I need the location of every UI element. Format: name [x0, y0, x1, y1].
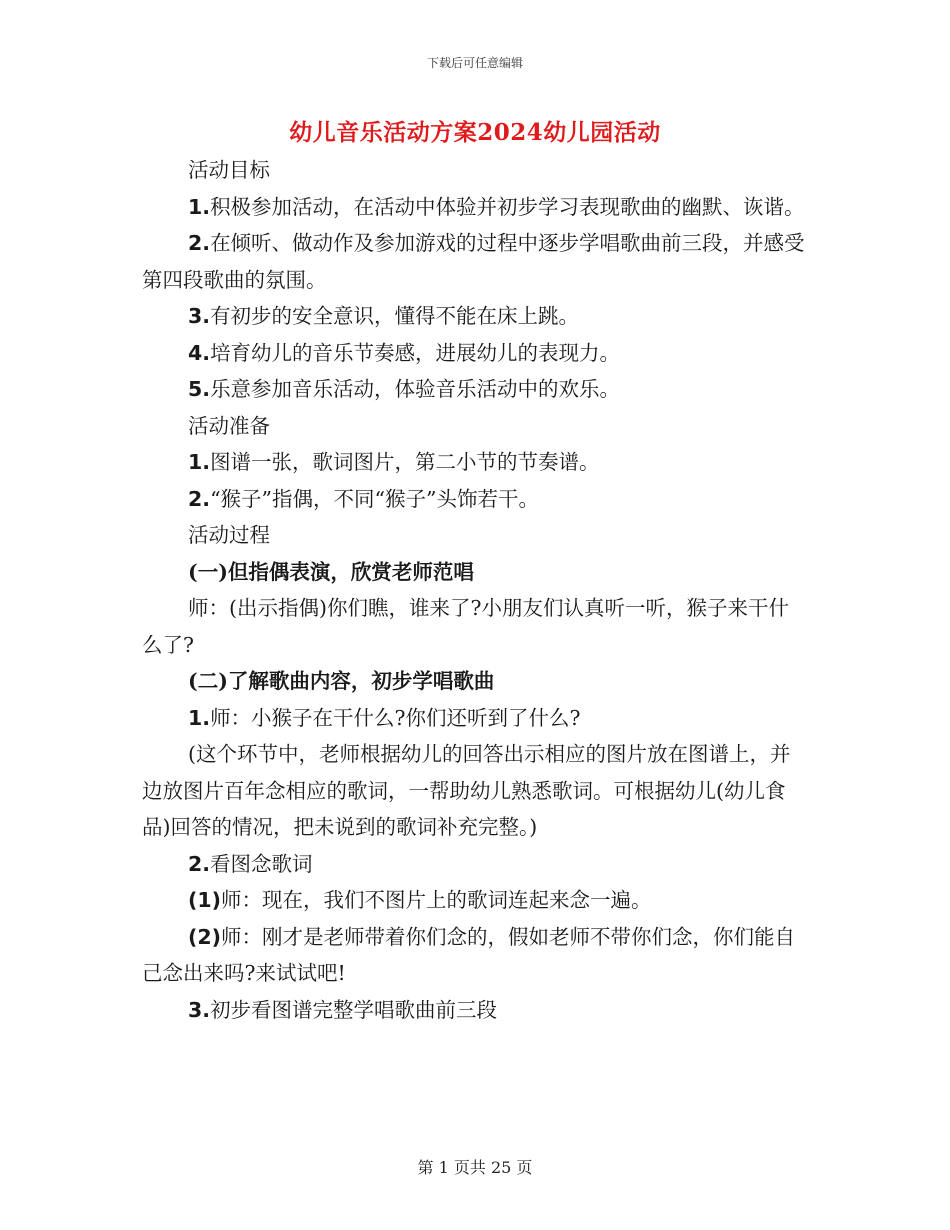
paragraph-text: 师：(出示指偶)你们瞧，谁来了?小朋友们认真听一听，猴子来干什么了? [142, 596, 789, 657]
paragraph-goal-4 [142, 335, 808, 372]
paragraph-text: 活动目标 [188, 158, 270, 182]
paragraph-text: 培育幼儿的音乐节奏感，进展幼儿的表现力。 [210, 340, 621, 365]
paragraph-h-goal [142, 152, 808, 189]
paragraph-text: 在倾听、做动作及参加游戏的过程中逐步学唱歌曲前三段，并感受第四段歌曲的氛围。 [142, 231, 805, 292]
paragraph-step-2-2-a [142, 882, 808, 919]
page-footer: 第 1 页共 25 页 [417, 1158, 533, 1177]
paragraph-goal-2 [142, 225, 808, 298]
paragraph-number: 5. [188, 377, 211, 401]
paragraph-text: 师：小猴子在干什么?你们还听到了什么? [210, 705, 581, 730]
paragraph-goal-5 [142, 371, 808, 408]
paragraph-number: 2. [188, 851, 211, 876]
paragraph-text: 图谱一张，歌词图片，第二小节的节奏谱。 [210, 450, 600, 474]
paragraph-number: (2) [188, 924, 222, 949]
paragraph-step-2-1 [142, 700, 808, 737]
paragraph-number: (1) [188, 888, 222, 912]
paragraph-number: 4. [188, 340, 211, 365]
paragraph-step-2-1-note [142, 736, 808, 846]
paragraph-text: 乐意参加音乐活动，体验音乐活动中的欢乐。 [210, 377, 621, 401]
paragraph-text: 有初步的安全意识，懂得不能在床上跳。 [210, 304, 580, 328]
paragraph-text: “猴子”指偶，不同“猴子”头饰若干。 [210, 486, 539, 511]
paragraph-step-2-3 [142, 992, 808, 1029]
paragraph-number: 3. [188, 997, 211, 1022]
paragraph-text: 师：现在，我们不图片上的歌词连起来念一遍。 [221, 888, 652, 912]
paragraph-text: (这个环节中，老师根据幼儿的回答出示相应的图片放在图谱上，并边放图片百年念相应的歌词，一帮助幼儿熟悉歌词。可根据幼儿(幼儿食品)回答的情况，把未说到的歌词补充完整。) [142, 742, 791, 839]
document-body [142, 152, 808, 1028]
paragraph-number: 1. [188, 194, 211, 219]
paragraph-text: 看图念歌词 [210, 851, 313, 876]
paragraph-number: 2. [188, 231, 211, 255]
paragraph-step-2-title [142, 663, 808, 700]
paragraph-step-1-title [142, 554, 808, 591]
paragraph-h-process [142, 517, 808, 554]
paragraph-number: 1. [188, 705, 211, 730]
paragraph-prep-2 [142, 481, 808, 518]
paragraph-goal-3 [142, 298, 808, 335]
paragraph-text: (二)了解歌曲内容，初步学唱歌曲 [188, 669, 495, 693]
page-header: 下载后可任意编辑 [426, 56, 523, 70]
paragraph-number: 2. [188, 486, 211, 511]
paragraph-text: 积极参加活动，在活动中体验并初步学习表现歌曲的幽默、诙谐。 [210, 194, 805, 219]
paragraph-text: 活动过程 [188, 523, 270, 547]
paragraph-step-2-2 [142, 846, 808, 883]
paragraph-step-1-body [142, 590, 808, 663]
paragraph-prep-1 [142, 444, 808, 481]
paragraph-text: 初步看图谱完整学唱歌曲前三段 [210, 997, 498, 1022]
paragraph-text: 活动准备 [188, 413, 270, 438]
paragraph-goal-1 [142, 189, 808, 226]
paragraph-text: (一)但指偶表演，欣赏老师范唱 [188, 559, 474, 584]
paragraph-number: 1. [188, 450, 211, 474]
document-title: 幼儿音乐活动方案2024幼儿园活动 [289, 119, 661, 146]
paragraph-text: 师：刚才是老师带着你们念的，假如老师不带你们念，你们能自己念出来吗?来试试吧! [142, 924, 796, 985]
paragraph-number: 3. [188, 304, 211, 328]
paragraph-h-prep [142, 408, 808, 445]
paragraph-step-2-2-b [142, 919, 808, 992]
